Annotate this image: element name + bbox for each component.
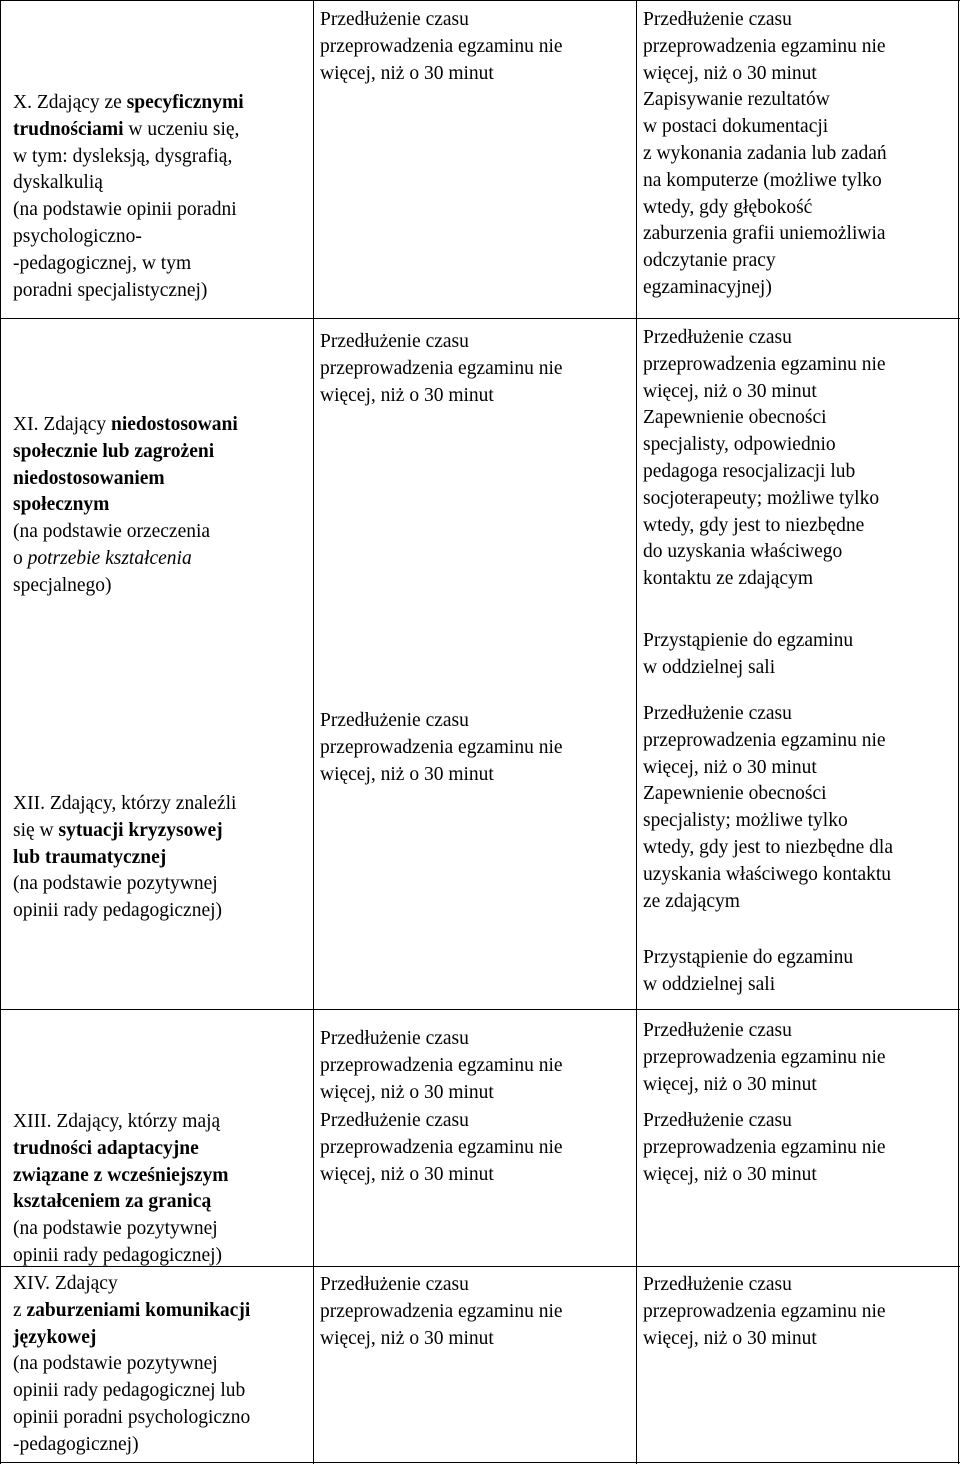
row-xiii-category bbox=[13, 1109, 229, 1270]
text-line bbox=[13, 1136, 229, 1163]
row-x-extended-time bbox=[320, 7, 563, 87]
text-run: XI. Zdający bbox=[13, 414, 111, 435]
bold-text: związane z wcześniejszym bbox=[13, 1164, 229, 1186]
text-run: opinii rady pedagogicznej lub bbox=[13, 1380, 246, 1402]
text-line bbox=[13, 466, 238, 493]
bold-text: niedostosowani bbox=[111, 414, 238, 435]
text-line: Przystąpienie do egzaminu bbox=[643, 630, 854, 651]
text-line: Przedłużenie czasu bbox=[643, 9, 792, 30]
row-xiv-category bbox=[13, 1271, 250, 1459]
text-line: z wykonania zadania lub zadań bbox=[643, 142, 887, 164]
text-run: -pedagogicznej, w tym bbox=[13, 252, 192, 274]
text-line: więcej, niż o 30 minut bbox=[320, 62, 494, 84]
text-line bbox=[13, 546, 238, 573]
bold-text: trudnościami bbox=[13, 118, 124, 140]
text-line: Przedłużenie czasu bbox=[643, 1020, 792, 1041]
text-line bbox=[13, 1163, 229, 1190]
row-xi-separate-room bbox=[643, 628, 853, 682]
bold-text: niedostosowaniem bbox=[13, 467, 165, 489]
row-xiv-accommodations bbox=[643, 1272, 886, 1352]
text-line: wtedy, gdy jest to niezbędne dla bbox=[643, 836, 893, 858]
row-xii-accommodations bbox=[643, 701, 893, 915]
bold-text: kształceniem za granicą bbox=[13, 1191, 212, 1213]
bold-text: specyficznymi bbox=[126, 92, 244, 113]
text-line: Zapewnienie obecności bbox=[643, 783, 827, 805]
text-run: XIV. Zdający bbox=[13, 1273, 118, 1294]
text-line: więcej, niż o 30 minut bbox=[643, 1073, 817, 1095]
text-line bbox=[13, 818, 236, 845]
text-run: o bbox=[13, 547, 28, 569]
text-line: przeprowadzenia egzaminu nie bbox=[643, 729, 886, 751]
row-xii-separate-room bbox=[643, 945, 853, 999]
text-line: wtedy, gdy głębokość bbox=[643, 196, 813, 218]
text-line: socjoterapeuty; możliwe tylko bbox=[643, 487, 880, 509]
row-x-accommodations bbox=[643, 7, 887, 302]
text-line: Przedłużenie czasu bbox=[643, 327, 792, 348]
text-run: (na podstawie opinii poradni bbox=[13, 199, 237, 221]
text-line: Przedłużenie czasu bbox=[320, 1028, 469, 1049]
text-line bbox=[13, 117, 244, 144]
text-line: więcej, niż o 30 minut bbox=[643, 1327, 817, 1349]
text-line: kontaktu ze zdającym bbox=[643, 568, 814, 590]
text-line bbox=[13, 845, 236, 872]
text-line: Przedłużenie czasu bbox=[320, 710, 469, 731]
table-border bbox=[0, 0, 1, 1464]
row-xiii-extended-time-2 bbox=[320, 1108, 563, 1188]
text-line: więcej, niż o 30 minut bbox=[320, 384, 494, 406]
row-xiii-extended-time bbox=[320, 1026, 563, 1106]
text-line bbox=[13, 791, 236, 818]
text-line: Przedłużenie czasu bbox=[643, 1274, 792, 1295]
text-line: więcej, niż o 30 minut bbox=[643, 380, 817, 402]
text-line: uzyskania właściwego kontaktu bbox=[643, 863, 892, 885]
text-line bbox=[13, 251, 244, 278]
text-line bbox=[13, 144, 244, 171]
text-line: Przystąpienie do egzaminu bbox=[643, 947, 854, 968]
bold-text: społecznie lub zagrożeni bbox=[13, 440, 215, 462]
text-line: do uzyskania właściwego bbox=[643, 541, 843, 563]
text-line bbox=[13, 1271, 250, 1298]
text-line bbox=[13, 1298, 250, 1325]
text-run: X. Zdający ze bbox=[13, 92, 127, 113]
bold-text: zaburzeniami komunikacji bbox=[26, 1299, 251, 1321]
text-line: przeprowadzenia egzaminu nie bbox=[643, 1046, 886, 1068]
text-line: przeprowadzenia egzaminu nie bbox=[320, 736, 563, 758]
row-divider bbox=[0, 318, 960, 319]
text-run: poradni specjalistycznej) bbox=[13, 279, 208, 301]
row-xi-extended-time bbox=[320, 329, 563, 409]
text-line: więcej, niż o 30 minut bbox=[320, 763, 494, 785]
text-line bbox=[13, 439, 238, 466]
text-line bbox=[13, 412, 238, 439]
text-line: więcej, niż o 30 minut bbox=[643, 1163, 817, 1185]
text-line: Przedłużenie czasu bbox=[643, 1110, 792, 1131]
text-line: więcej, niż o 30 minut bbox=[320, 1163, 494, 1185]
text-line: Przedłużenie czasu bbox=[320, 1274, 469, 1295]
text-run: psychologiczno- bbox=[13, 225, 142, 247]
text-line: więcej, niż o 30 minut bbox=[643, 62, 817, 84]
text-line: przeprowadzenia egzaminu nie bbox=[320, 1054, 563, 1076]
text-run: opinii rady pedagogicznej) bbox=[13, 900, 223, 922]
row-xii-extended-time bbox=[320, 708, 563, 788]
text-run: w uczeniu się, bbox=[123, 118, 240, 140]
text-line: Zapewnienie obecności bbox=[643, 407, 827, 429]
row-xiii-accommodations bbox=[643, 1018, 886, 1098]
text-line: przeprowadzenia egzaminu nie bbox=[643, 35, 886, 57]
text-line: w oddzielnej sali bbox=[643, 973, 776, 995]
text-line: przeprowadzenia egzaminu nie bbox=[320, 357, 563, 379]
row-divider bbox=[0, 1009, 960, 1010]
column-divider bbox=[636, 0, 637, 1464]
text-line: więcej, niż o 30 minut bbox=[320, 1327, 494, 1349]
text-line bbox=[13, 1325, 250, 1352]
text-run: z bbox=[13, 1299, 27, 1321]
text-line: Przedłużenie czasu bbox=[320, 331, 469, 352]
bold-text: społecznym bbox=[13, 494, 110, 516]
text-line bbox=[13, 278, 244, 305]
row-xi-accommodations bbox=[643, 325, 886, 593]
bold-text: językowej bbox=[13, 1326, 97, 1348]
text-line bbox=[13, 1216, 229, 1243]
text-line bbox=[13, 90, 244, 117]
text-run: (na podstawie pozytywnej bbox=[13, 1218, 218, 1240]
text-run: (na podstawie pozytywnej bbox=[13, 1353, 218, 1375]
text-line: przeprowadzenia egzaminu nie bbox=[320, 1300, 563, 1322]
text-line bbox=[13, 573, 238, 600]
text-line: w oddzielnej sali bbox=[643, 656, 776, 678]
text-line: specjalisty, odpowiednio bbox=[643, 434, 836, 456]
text-line bbox=[13, 898, 236, 925]
text-run: (na podstawie pozytywnej bbox=[13, 873, 218, 895]
text-line: przeprowadzenia egzaminu nie bbox=[320, 1136, 563, 1158]
text-run: dyskalkulią bbox=[13, 172, 103, 194]
text-line bbox=[13, 1351, 250, 1378]
text-run: specjalnego) bbox=[13, 574, 112, 596]
text-run: się w bbox=[13, 819, 59, 841]
text-line bbox=[13, 224, 244, 251]
row-xii-category bbox=[13, 791, 236, 925]
text-line: odczytanie pracy bbox=[643, 250, 776, 272]
text-line: specjalisty; możliwe tylko bbox=[643, 810, 848, 832]
bold-text: lub traumatycznej bbox=[13, 846, 167, 868]
text-line bbox=[13, 519, 238, 546]
table-border bbox=[0, 1462, 960, 1463]
text-line bbox=[13, 871, 236, 898]
text-line: przeprowadzenia egzaminu nie bbox=[320, 35, 563, 57]
text-line bbox=[13, 170, 244, 197]
text-line: ze zdającym bbox=[643, 890, 740, 912]
bold-text: trudności adaptacyjne bbox=[13, 1137, 199, 1159]
text-line: pedagoga resocjalizacji lub bbox=[643, 460, 856, 482]
text-line: Przedłużenie czasu bbox=[643, 703, 792, 724]
text-line bbox=[13, 1243, 229, 1270]
text-line bbox=[13, 1109, 229, 1136]
text-line: przeprowadzenia egzaminu nie bbox=[643, 353, 886, 375]
text-line: przeprowadzenia egzaminu nie bbox=[643, 1300, 886, 1322]
text-line bbox=[13, 197, 244, 224]
text-line bbox=[13, 492, 238, 519]
text-line bbox=[13, 1189, 229, 1216]
text-line: więcej, niż o 30 minut bbox=[643, 756, 817, 778]
table-border bbox=[0, 0, 960, 1]
text-line: egzaminacyjnej) bbox=[643, 276, 772, 298]
row-x-category bbox=[13, 90, 244, 304]
text-line: na komputerze (możliwe tylko bbox=[643, 169, 882, 191]
text-line bbox=[13, 1378, 250, 1405]
text-line bbox=[13, 1432, 250, 1459]
italic-text: potrzebie kształcenia bbox=[27, 547, 192, 569]
text-line: zaburzenia grafii uniemożliwia bbox=[643, 223, 886, 245]
text-run: (na podstawie orzeczenia bbox=[13, 521, 211, 543]
text-line: Przedłużenie czasu bbox=[320, 1110, 469, 1131]
text-line bbox=[13, 1405, 250, 1432]
text-line: Zapisywanie rezultatów bbox=[643, 89, 830, 111]
text-run: XII. Zdający, którzy znaleźli bbox=[13, 793, 237, 814]
text-run: XIII. Zdający, którzy mają bbox=[13, 1111, 221, 1132]
row-xiv-extended-time bbox=[320, 1272, 563, 1352]
column-divider bbox=[313, 0, 314, 1464]
bold-text: sytuacji kryzysowej bbox=[58, 819, 223, 841]
text-run: opinii rady pedagogicznej) bbox=[13, 1244, 223, 1266]
text-line: wtedy, gdy jest to niezbędne bbox=[643, 514, 865, 536]
text-line: przeprowadzenia egzaminu nie bbox=[643, 1136, 886, 1158]
text-line: w postaci dokumentacji bbox=[643, 116, 829, 138]
table-border bbox=[958, 0, 959, 1464]
row-xi-category bbox=[13, 412, 238, 600]
text-run: opinii poradni psychologiczno bbox=[13, 1406, 251, 1428]
row-xiii-accommodations-2 bbox=[643, 1108, 886, 1188]
text-line: Przedłużenie czasu bbox=[320, 9, 469, 30]
text-run: w tym: dysleksją, dysgrafią, bbox=[13, 145, 233, 167]
text-run: -pedagogicznej) bbox=[13, 1433, 139, 1455]
text-line: więcej, niż o 30 minut bbox=[320, 1081, 494, 1103]
